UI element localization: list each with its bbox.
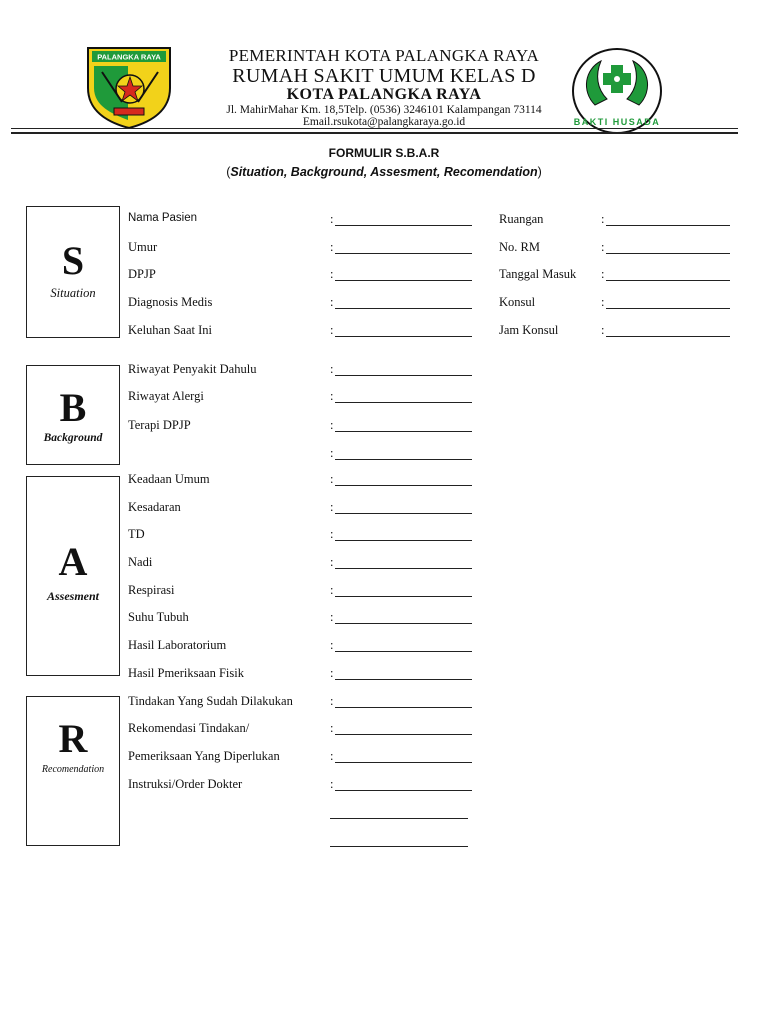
input-instruksi-line-3[interactable] xyxy=(330,846,468,847)
form-subtitle-italic: Situation, Background, Assesment, Recomendation xyxy=(230,165,538,179)
section-a-letter: A xyxy=(58,539,88,584)
section-s-box xyxy=(26,206,120,338)
header-rule-thin xyxy=(11,128,738,129)
header-city: KOTA PALANGKA RAYA xyxy=(286,86,482,103)
header-address: Jl. MahirMahar Km. 18,5Telp. (0536) 3246101 Kalampangan 73114 xyxy=(226,104,542,116)
label-kesadaran: Kesadaran xyxy=(128,500,181,514)
section-s-label: Situation xyxy=(50,286,96,300)
label-tindakan: Tindakan Yang Sudah Dilakukan xyxy=(128,694,293,708)
header-government: PEMERINTAH KOTA PALANGKA RAYA xyxy=(228,46,540,65)
section-s-letter: S xyxy=(61,238,85,283)
section-a-box xyxy=(26,476,120,676)
logo-band-text: PALANGKA RAYA xyxy=(97,52,161,62)
label-pemeriksaan: Pemeriksaan Yang Diperlukan xyxy=(128,749,280,763)
header-email: Email.rsukota@palangkaraya.go.id xyxy=(302,116,466,128)
section-b-box xyxy=(26,365,120,465)
label-jam-konsul: Jam Konsul xyxy=(499,323,559,337)
label-fisik: Hasil Pmeriksaan Fisik xyxy=(128,666,244,680)
section-a-label: Assesment xyxy=(46,589,99,603)
label-rekomendasi: Rekomendasi Tindakan/ xyxy=(128,721,250,735)
section-r-box xyxy=(26,696,120,846)
label-konsul: Konsul xyxy=(499,295,536,309)
label-nama-pasien: Nama Pasien xyxy=(128,212,198,224)
section-b-letter: B xyxy=(59,385,87,430)
label-nadi: Nadi xyxy=(128,555,153,569)
section-b-label: Background xyxy=(43,432,103,444)
label-keadaan-umum: Keadaan Umum xyxy=(128,472,210,486)
label-dpjp: DPJP xyxy=(128,267,156,281)
label-lab: Hasil Laboratorium xyxy=(128,638,227,652)
label-umur: Umur xyxy=(128,240,158,254)
header-hospital: RUMAH SAKIT UMUM KELAS D xyxy=(232,65,536,87)
label-suhu: Suhu Tubuh xyxy=(128,610,189,624)
label-no-rm: No. RM xyxy=(499,240,540,254)
section-r-letter: R xyxy=(58,716,88,761)
label-instruksi: Instruksi/Order Dokter xyxy=(128,777,243,791)
label-ruangan: Ruangan xyxy=(499,212,544,226)
label-riwayat-alergi: Riwayat Alergi xyxy=(128,389,204,403)
label-riwayat-penyakit: Riwayat Penyakit Dahulu xyxy=(128,362,257,376)
form-subtitle: (Situation, Background, Assesment, Recomendation) xyxy=(226,165,542,179)
logo-ring-text: BAKTI HUSADA xyxy=(573,117,661,127)
label-tanggal-masuk: Tanggal Masuk xyxy=(499,267,577,281)
label-diagnosis: Diagnosis Medis xyxy=(128,295,213,309)
header-rule-thick xyxy=(11,132,738,134)
form-title: FORMULIR S.B.A.R xyxy=(328,146,440,160)
input-instruksi-line-2[interactable] xyxy=(330,818,468,819)
label-terapi: Terapi DPJP xyxy=(128,418,191,432)
section-r-label: Recomendation xyxy=(41,764,105,775)
label-respirasi: Respirasi xyxy=(128,583,175,597)
label-td: TD xyxy=(128,527,145,541)
label-keluhan: Keluhan Saat Ini xyxy=(128,323,213,337)
